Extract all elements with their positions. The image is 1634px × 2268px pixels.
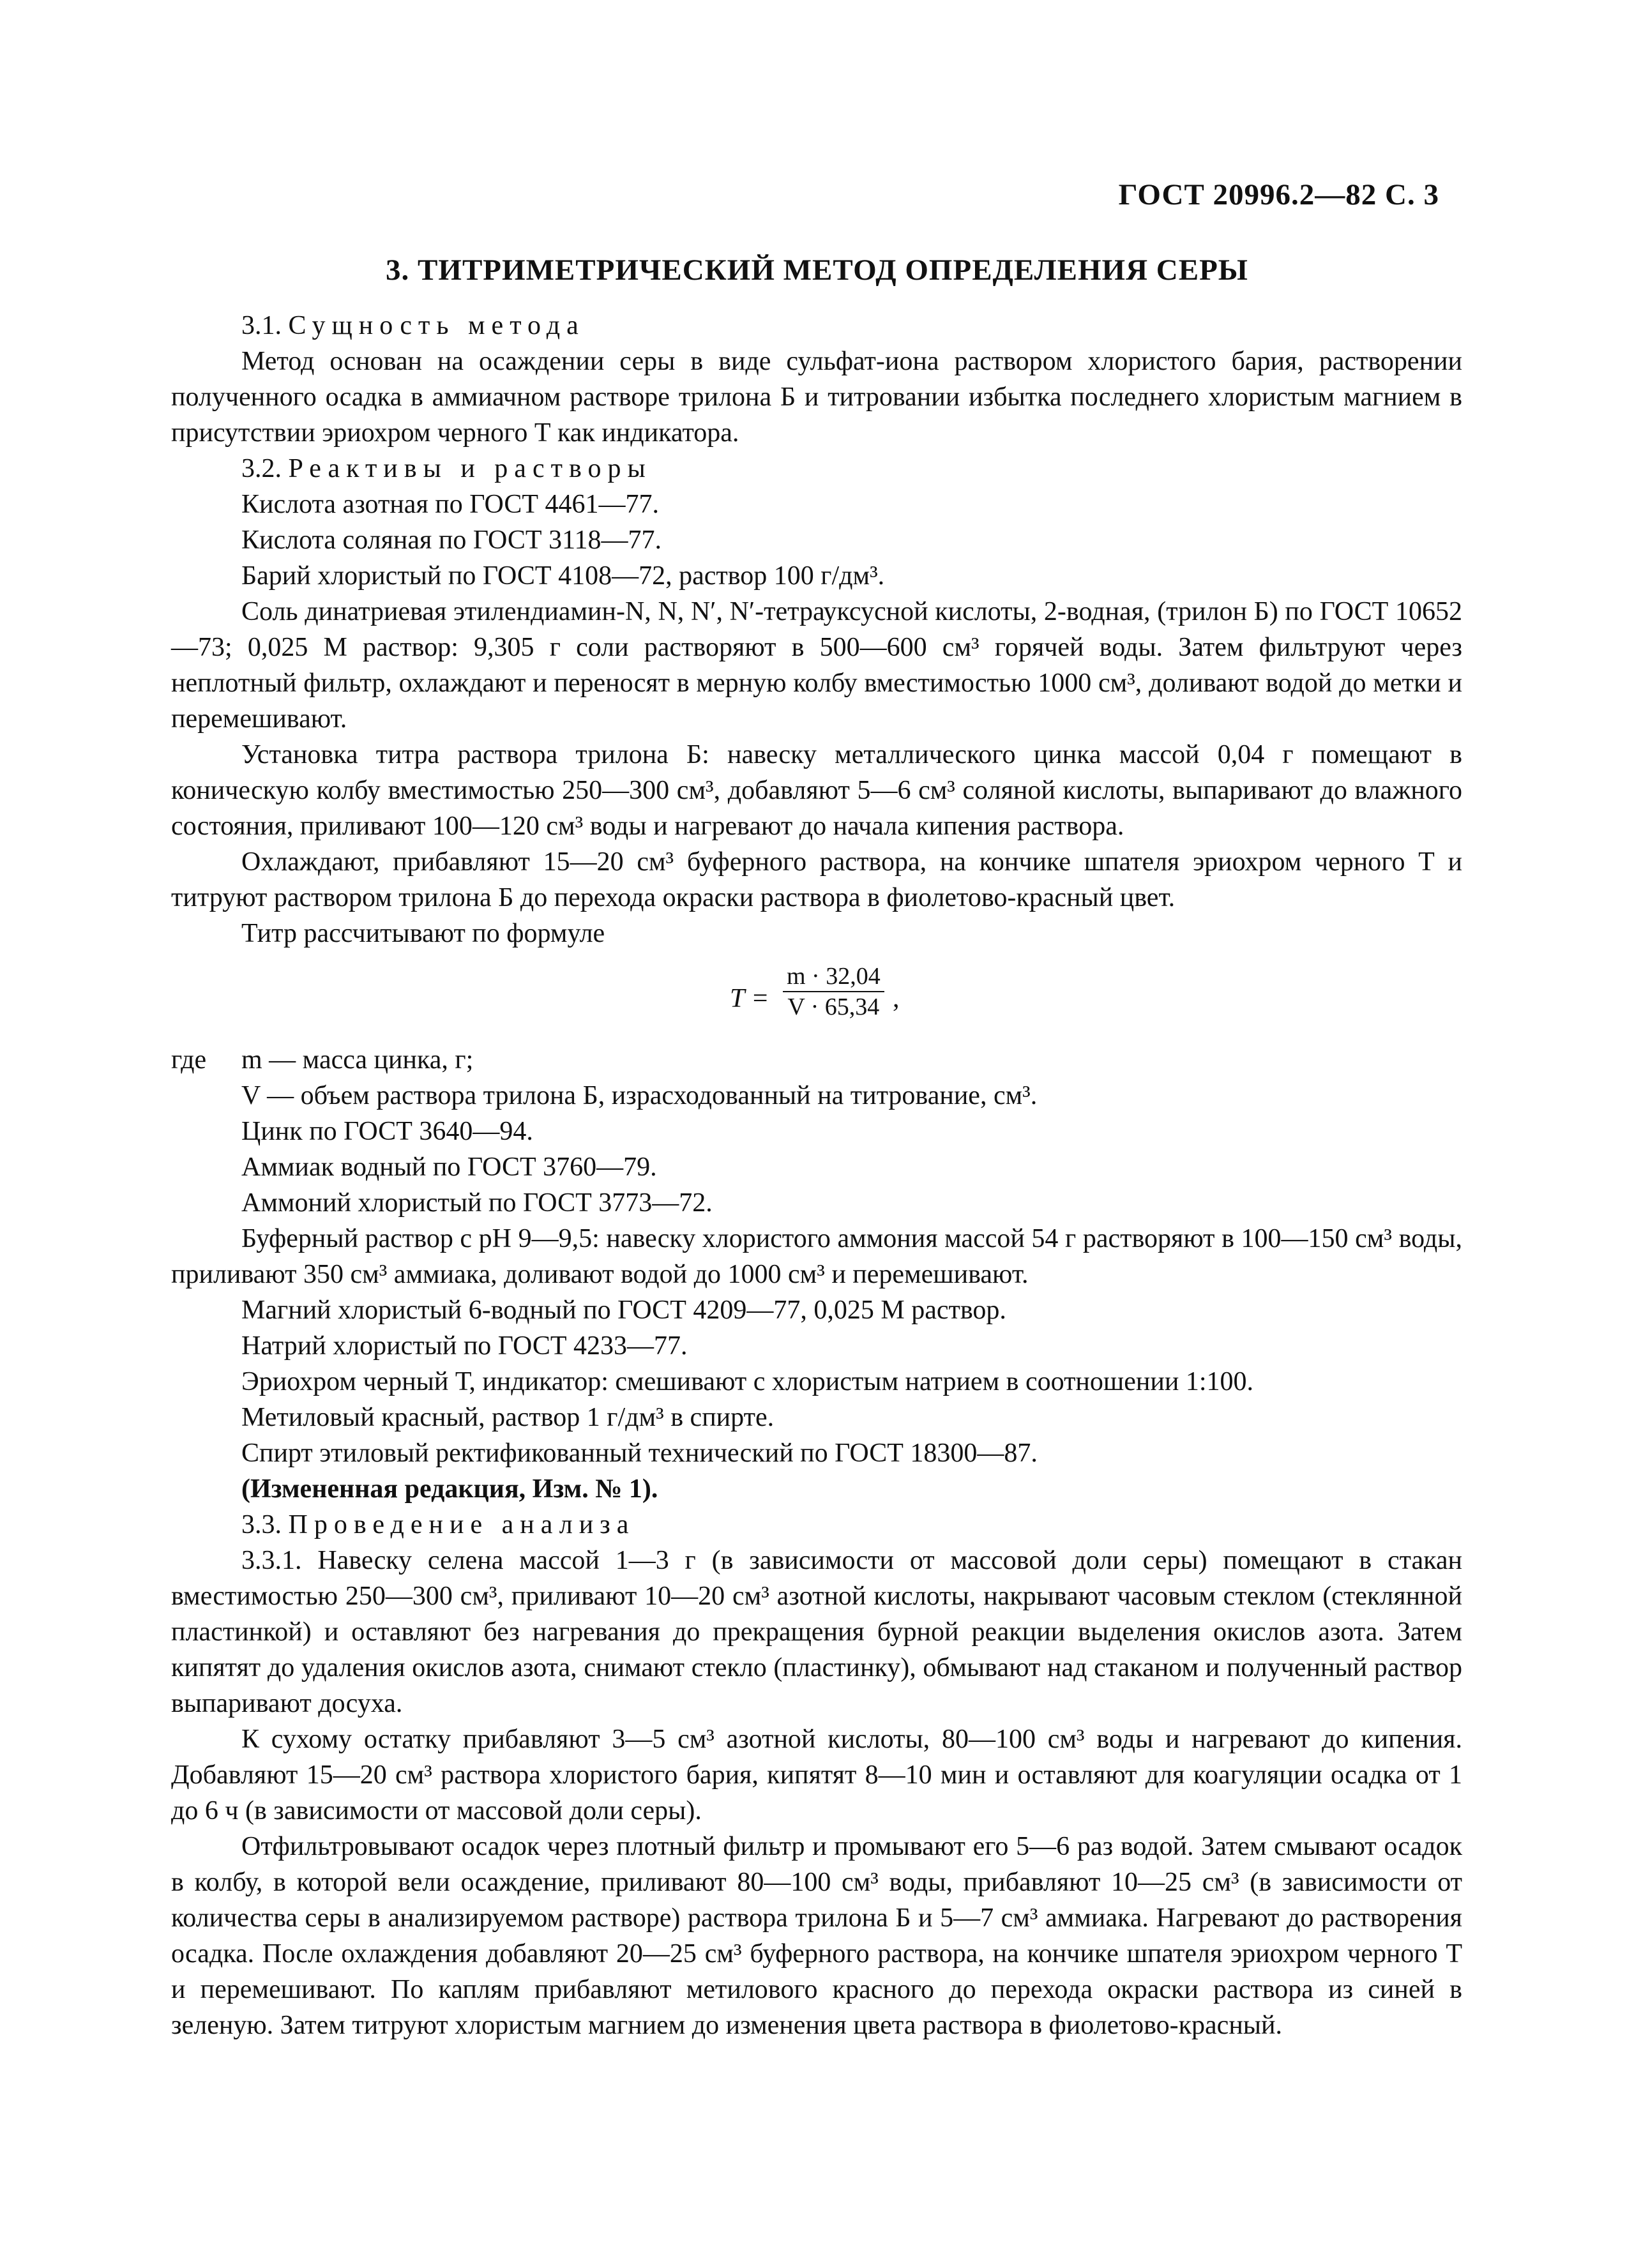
paragraph: Кислота соляная по ГОСТ 3118—77. [241,525,662,555]
section-3-3-heading [171,1507,1462,1543]
paragraph: К сухому остатку прибавляют 3—5 см³ азотной кислоты, 80—100 см³ воды и нагревают до кипения. Добавляют 15—20 см³ раствора хлористого бария, кипятят 8—10 мин и оставляют для коагуляции осадка от 1 до 6 ч (в зависимости от массовой доли серы). [171,1725,1462,1826]
paragraph: Метиловый красный, раствор 1 г/дм³ в спирте. [241,1403,775,1432]
formula-fraction [783,962,884,1022]
paragraph: Цинк по ГОСТ 3640—94. [241,1117,533,1146]
legend-m: m — масса цинка, г; [241,1045,474,1075]
paragraph: Соль динатриевая этилендиамин-N, N, N′, N′-тетрауксусной кислоты, 2-водная, (трилон Б) по ГОСТ 10652—73; 0,025 М раствор: 9,305 г соли растворяют в 500—600 см³ горячей воды. Затем фильтруют через неплотный фильтр, охлаждают и переносят в мерную колбу вместимостью 1000 см³, доливают водой до метки и перемешивают. [171,597,1462,734]
section-heading: Сущность метода [288,311,585,340]
paragraph: Барий хлористый по ГОСТ 4108—72, раствор 100 г/дм³. [241,561,885,591]
page-header: ГОСТ 20996.2—82 С. 3 [1118,178,1439,211]
section-number: 3.2. [241,454,282,483]
paragraph: Титр рассчитывают по формуле [241,919,605,948]
legend-v: V — объем раствора трилона Б, израсходованный на титрование, см³. [241,1081,1038,1110]
document-body [171,308,1462,2043]
formula-legend [171,1042,1462,1114]
section-title: 3. ТИТРИМЕТРИЧЕСКИЙ МЕТОД ОПРЕДЕЛЕНИЯ СЕРЫ [386,253,1248,287]
paragraph: Натрий хлористый по ГОСТ 4233—77. [241,1331,688,1361]
paragraph: Аммиак водный по ГОСТ 3760—79. [241,1153,657,1182]
paragraph: Охлаждают, прибавляют 15—20 см³ буферного раствора, на кончике шпателя эриохром черного Т и титруют раствором трилона Б до перехода окраски раствора в фиолетово-красный цвет. [171,847,1462,912]
section-number: 3.1. [241,311,282,340]
where-lead: где [171,1045,207,1075]
formula-lhs: T = [730,984,769,1013]
formula-numerator: m · 32,04 [783,962,884,992]
amendment-note: (Измененная редакция, Изм. № 1). [241,1474,658,1504]
section-number: 3.3. [241,1510,282,1539]
section-3-1-heading [171,308,1462,344]
section-heading: Реактивы и растворы [288,454,652,483]
paragraph: Метод основан на осаждении серы в виде сульфат-иона раствором хлористого бария, растворении полученного осадка в аммиачном растворе трилона Б и титровании избытка последнего хлористым магнием в присутствии эриохром черного Т как индикатора. [171,347,1462,448]
paragraph: Буферный раствор с pH 9—9,5: навеску хлористого аммония массой 54 г растворяют в 100—150 см³ воды, приливают 350 см³ аммиака, доливают водой до 1000 см³ и перемешивают. [171,1224,1462,1289]
paragraph: Кислота азотная по ГОСТ 4461—77. [241,490,659,519]
formula-denominator: V · 65,34 [787,994,880,1020]
paragraph: Отфильтровывают осадок через плотный фильтр и промывают его 5—6 раз водой. Затем смывают осадок в колбу, в которой вели осаждение, приливают 80—100 см³ воды, прибавляют 10—25 см³ (в зависимости от количества серы в анализируемом растворе) раствора трилона Б и 5—7 см³ аммиака. Нагревают до растворения осадка. После охлаждения добавляют 20—25 см³ буферного раствора, на кончике шпателя эриохром черного Т и перемешивают. По каплям прибавляют метилового красного до перехода окраски раствора из синей в зеленую. Затем титруют хлористым магнием до изменения цвета раствора в фиолетово-красный. [171,1832,1462,2040]
section-heading: Проведение анализа [288,1510,635,1539]
paragraph: Спирт этиловый ректификованный технический по ГОСТ 18300—87. [241,1439,1038,1468]
paragraph: 3.3.1. Навеску селена массой 1—3 г (в зависимости от массовой доли серы) помещают в стакан вместимостью 250—300 см³, приливают 10—20 см³ азотной кислоты, накрывают часовым стеклом (стеклянной пластинкой) и оставляют без нагревания до прекращения бурной реакции выделения окислов азота. Затем кипятят до удаления окислов азота, снимают стекло (пластинку), обмывают над стаканом и полученный раствор выпаривают досуха. [171,1546,1462,1718]
paragraph: Эриохром черный Т, индикатор: смешивают с хлористым натрием в соотношении 1:100. [241,1367,1253,1396]
titer-formula [171,955,1462,1038]
paragraph: Аммоний хлористый по ГОСТ 3773—72. [241,1188,713,1218]
paragraph: Установка титра раствора трилона Б: навеску металлического цинка массой 0,04 г помещают в коническую колбу вместимостью 250—300 см³, добавляют 5—6 см³ соляной кислоты, выпаривают до влажного состояния, приливают 100—120 см³ воды и нагревают до начала кипения раствора. [171,740,1462,841]
formula-trail: , [893,984,900,1013]
section-3-2-heading [171,451,1462,487]
paragraph: Магний хлористый 6-водный по ГОСТ 4209—77, 0,025 М раствор. [241,1296,1006,1325]
